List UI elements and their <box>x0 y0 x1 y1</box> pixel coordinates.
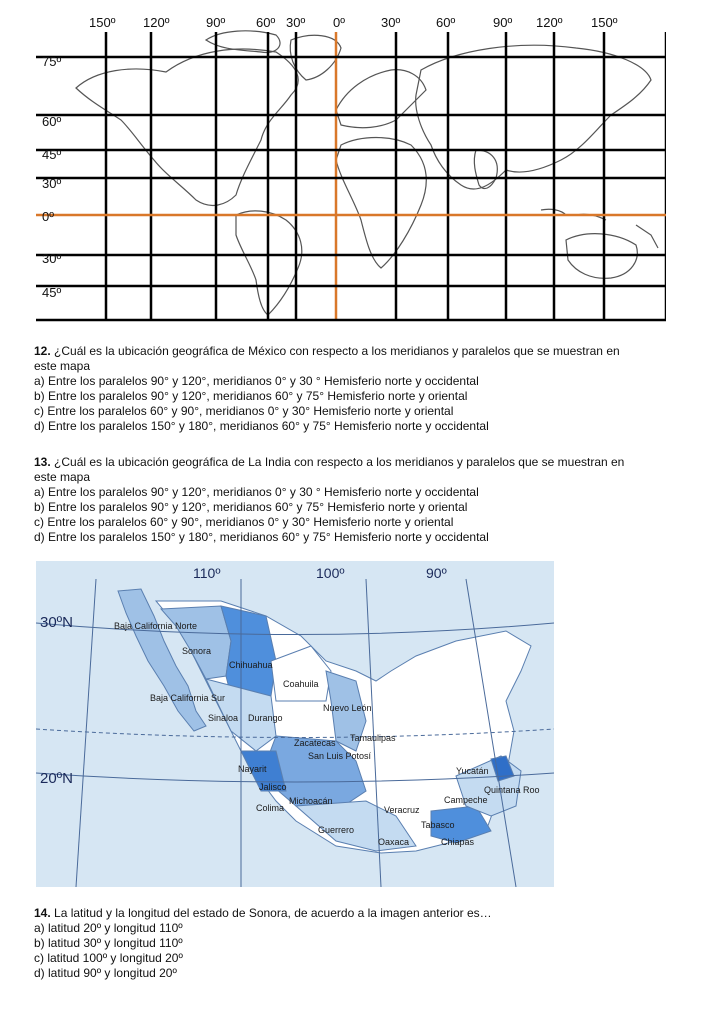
question-number: 14. <box>34 906 51 920</box>
state-label-oaxaca: Oaxaca <box>378 837 410 847</box>
option-c[interactable]: c) latitud 100º y longitud 20º <box>34 951 183 965</box>
longitude-label: 30º <box>381 15 401 30</box>
option-b[interactable]: b) Entre los paralelos 90° y 120°, meridianos 60° y 75° Hemisferio norte y oriental <box>34 500 468 514</box>
state-label-coahuila: Coahuila <box>283 679 319 689</box>
state-label-zacatecas: Zacatecas <box>294 738 336 748</box>
state-label-veracruz: Veracruz <box>384 805 420 815</box>
state-label-sonora: Sonora <box>182 646 212 656</box>
option-b[interactable]: b) latitud 30º y longitud 110º <box>34 936 183 950</box>
longitude-label: 90º <box>426 565 447 581</box>
state-label-san-luis: San Luis Potosí <box>308 751 372 761</box>
state-label-baja-sur: Baja California Sur <box>150 693 226 703</box>
question-number: 12. <box>34 344 51 358</box>
longitude-label: 60º <box>256 15 276 30</box>
state-label-baja-norte: Baja California Norte <box>114 621 198 631</box>
option-d[interactable]: d) Entre los paralelos 150° y 180°, meridianos 60° y 75° Hemisferio norte y occidental <box>34 530 489 544</box>
question-text-cont: este mapa <box>34 359 91 373</box>
longitude-label: 100º <box>316 565 345 581</box>
state-label-durango: Durango <box>248 713 283 723</box>
latitude-label: 30º <box>42 176 62 191</box>
continent-outlines <box>76 31 658 315</box>
question-text: La latitud y la longitud del estado de Sonora, de acuerdo a la imagen anterior es… <box>50 906 492 920</box>
state-label-nuevo-leon: Nuevo León <box>323 703 372 713</box>
state-label-yucatan: Yucatán <box>456 766 489 776</box>
latitude-label: 75º <box>42 54 62 69</box>
question-number: 13. <box>34 455 51 469</box>
longitude-label: 120º <box>536 15 563 30</box>
question-14 <box>34 906 492 981</box>
latitude-label: 60º <box>42 114 62 129</box>
longitude-label: 150º <box>591 15 618 30</box>
world-grid <box>36 15 666 320</box>
latitude-label: 30ºN <box>40 614 73 631</box>
longitude-label: 90º <box>493 15 513 30</box>
longitude-label: 90º <box>206 15 226 30</box>
mexico-map <box>36 561 554 887</box>
option-a[interactable]: a) latitud 20º y longitud 110º <box>34 921 183 935</box>
latitude-label: 30º <box>42 251 62 266</box>
state-label-jalisco: Jalisco <box>259 782 287 792</box>
question-13 <box>34 455 624 545</box>
option-d[interactable]: d) latitud 90º y longitud 20º <box>34 966 177 980</box>
world-map <box>36 10 666 326</box>
question-text: ¿Cuál es la ubicación geográfica de México con respecto a los meridianos y paralelos que se muestran en <box>50 344 620 358</box>
state-label-chiapas: Chiapas <box>441 837 475 847</box>
longitude-label: 30º <box>286 15 306 30</box>
question-text: ¿Cuál es la ubicación geográfica de La India con respecto a los meridianos y paralelos que se muestran en <box>50 455 625 469</box>
option-d[interactable]: d) Entre los paralelos 150° y 180°, meridianos 60° y 75° Hemisferio norte y occidental <box>34 419 489 433</box>
state-label-quintana-roo: Quintana Roo <box>484 785 540 795</box>
latitude-label: 20ºN <box>40 770 73 787</box>
option-c[interactable]: c) Entre los paralelos 60° y 90°, meridianos 0° y 30° Hemisferio norte y oriental <box>34 515 454 529</box>
option-c[interactable]: c) Entre los paralelos 60° y 90°, meridianos 0° y 30° Hemisferio norte y oriental <box>34 404 454 418</box>
state-label-guerrero: Guerrero <box>318 825 355 835</box>
question-text-cont: este mapa <box>34 470 91 484</box>
longitude-label: 150º <box>89 15 116 30</box>
question-12 <box>34 344 620 434</box>
latitude-label: 45º <box>42 147 62 162</box>
option-a[interactable]: a) Entre los paralelos 90° y 120°, meridianos 0° y 30 ° Hemisferio norte y occidental <box>34 374 479 388</box>
latitude-label: 45º <box>42 285 62 300</box>
state-label-tabasco: Tabasco <box>421 820 455 830</box>
state-label-tamaulipas: Tamaulipas <box>350 733 396 743</box>
state-label-campeche: Campeche <box>444 795 488 805</box>
state-label-sinaloa: Sinaloa <box>208 713 239 723</box>
state-label-michoacan: Michoacán <box>289 796 333 806</box>
longitude-label: 110º <box>193 565 221 581</box>
state-label-chihuahua: Chihuahua <box>229 660 273 670</box>
longitude-label: 60º <box>436 15 456 30</box>
state-label-colima: Colima <box>256 803 285 813</box>
latitude-label: 0º <box>42 209 54 224</box>
longitude-label: 120º <box>143 15 170 30</box>
option-a[interactable]: a) Entre los paralelos 90° y 120°, meridianos 0° y 30 ° Hemisferio norte y occidental <box>34 485 479 499</box>
longitude-label: 0º <box>333 15 345 30</box>
state-label-nayarit: Nayarit <box>238 764 267 774</box>
option-b[interactable]: b) Entre los paralelos 90° y 120°, meridianos 60° y 75° Hemisferio norte y oriental <box>34 389 468 403</box>
